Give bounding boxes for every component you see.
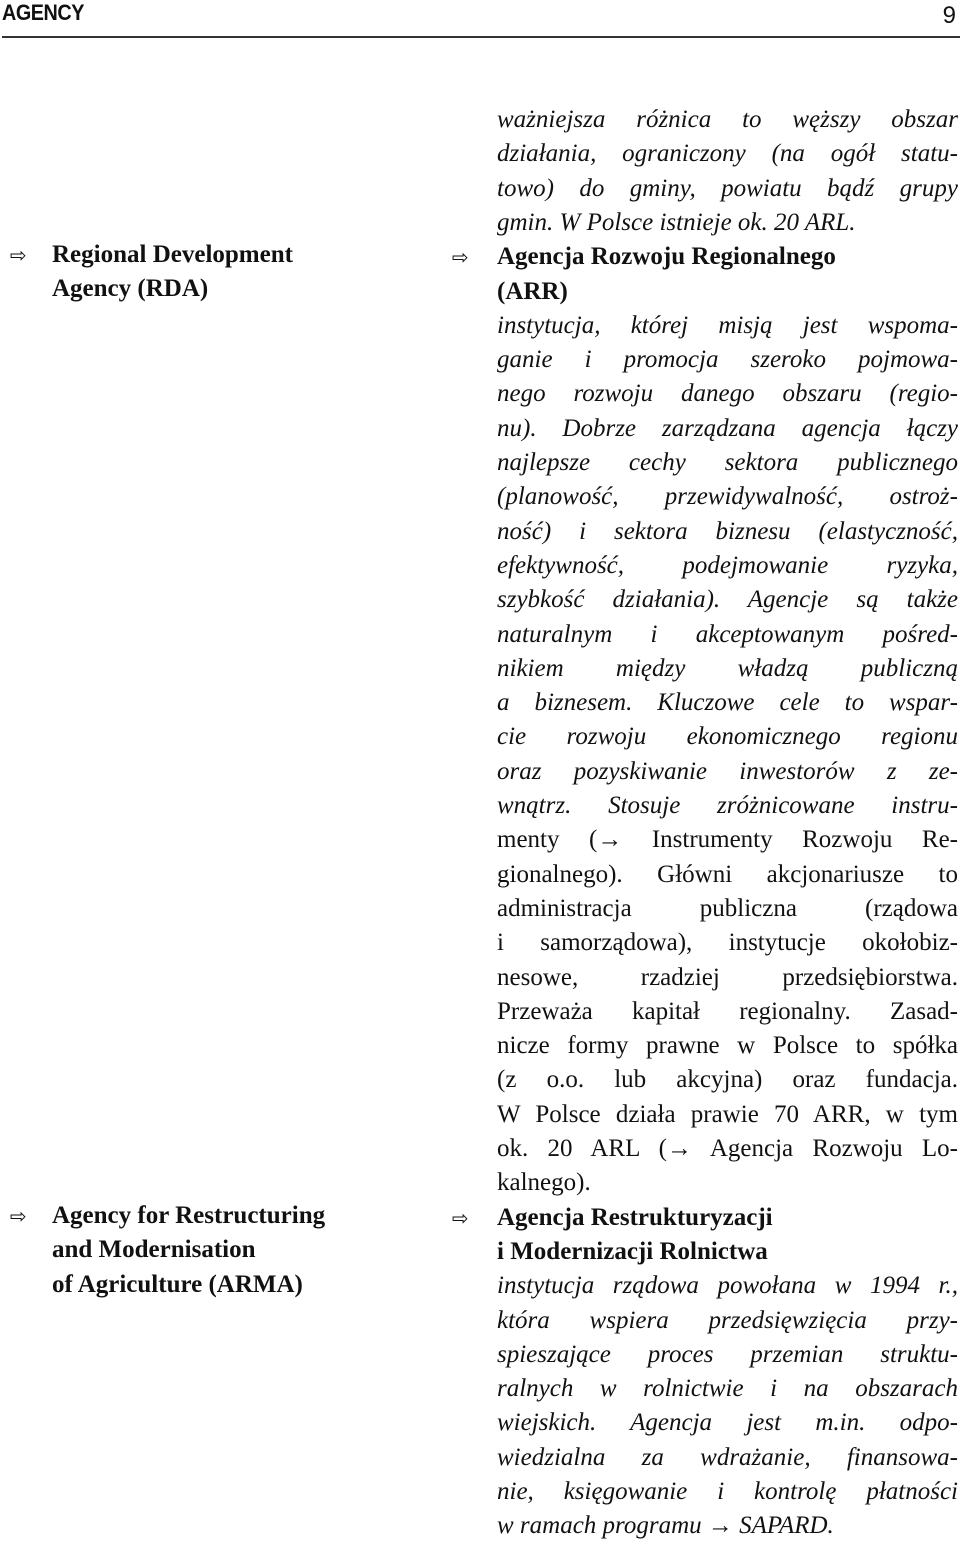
definition-line: i samorządowa), instytucje okołobiz- — [497, 929, 958, 957]
definition-line: która wspiera przedsięwzięcia przy- — [497, 1306, 958, 1334]
definition-line: ganie i promocja szeroko pojmowa- — [497, 346, 958, 374]
entry-heading-line: i Modernizacji Rolnictwa — [497, 1237, 768, 1265]
definition-line: najlepsze cechy sektora publicznego — [497, 449, 958, 476]
definition-line: w ramach programu → SAPARD. — [497, 1512, 834, 1540]
definition-line: szybkość działania). Agencje są także — [497, 586, 958, 614]
definition-line: instytucja, której misją jest wspoma- — [497, 311, 958, 339]
definition-line: menty (→ Instrumenty Rozwoju Re- — [497, 826, 958, 854]
definition-line: nu). Dobrze zarządzana agencja łączy — [497, 414, 958, 442]
definition-line: Przeważa kapitał regionalny. Zasad- — [497, 997, 958, 1025]
definition-line: instytucja rządowa powołana w 1994 r., — [497, 1272, 958, 1300]
definition-line: ralnych w rolnictwie i na obszarach — [497, 1375, 958, 1403]
definition-line: (planowość, przewidywalność, ostroż- — [497, 483, 958, 511]
definition-line: efektywność, podejmowanie ryzyka, — [497, 551, 958, 579]
open-right-arrow-icon: ⇨ — [452, 1205, 469, 1230]
term-line: Regional Development — [52, 241, 293, 268]
definition-line: nego rozwoju danego obszaru (regio- — [497, 380, 958, 408]
definition-line: działania, ograniczony (na ogół statu- — [497, 140, 958, 168]
definition-line: cie rozwoju ekonomicznego regionu — [497, 723, 958, 751]
definition-line: oraz pozyskiwanie inwestorów z ze- — [497, 757, 958, 785]
term-line: and Modernisation — [52, 1236, 256, 1264]
definition-line: spieszające proces przemian struktu- — [497, 1340, 958, 1368]
definition-line: kalnego). — [497, 1169, 591, 1197]
definition-line: nicze formy prawne w Polsce to spółka — [497, 1032, 958, 1060]
definition-line: wiedzialna za wdrażanie, finansowa- — [497, 1443, 958, 1471]
term-arma — [52, 1199, 325, 1302]
entry-heading-line: Agencja Restrukturyzacji — [497, 1203, 773, 1231]
definition-line: wiejskich. Agencja jest m.in. odpo- — [497, 1409, 958, 1437]
definition-line: ok. 20 ARL (→ Agencja Rozwoju Lo- — [497, 1135, 958, 1162]
entry-heading-line: Agencja Rozwoju Regionalnego — [497, 243, 836, 271]
definition-line: nie, księgowanie i kontrolę płatności — [497, 1478, 958, 1505]
header-rule — [2, 36, 960, 38]
term-line: of Agriculture (ARMA) — [52, 1270, 303, 1298]
definition-line: gionalnego). Główni akcjonariusze to — [497, 860, 958, 888]
definition-line: ność) i sektora biznesu (elastyczność, — [497, 517, 958, 545]
term-line: Agency (RDA) — [52, 275, 209, 303]
definition-line: administracja publiczna (rządowa — [497, 894, 958, 922]
definition-line: wnątrz. Stosuje zróżnicowane instru- — [497, 792, 958, 819]
definition-line: a biznesem. Kluczowe cele to wspar- — [497, 689, 958, 717]
definition-line: nikiem między władzą publiczną — [497, 654, 958, 682]
definition-line: W Polsce działa prawie 70 ARR, w tym — [497, 1100, 958, 1128]
definition-line: nesowe, rzadziej przedsiębiorstwa. — [497, 963, 958, 991]
open-right-arrow-icon: ⇨ — [10, 1204, 27, 1228]
page-number: 9 — [942, 2, 956, 29]
term-line: Agency for Restructuring — [52, 1202, 326, 1229]
definition-line: towo) do gminy, powiatu bądź grupy — [497, 174, 958, 202]
definition-line: naturalnym i akceptowanym pośred- — [497, 620, 958, 648]
definition-line: (z o.o. lub akcyjna) oraz fundacja. — [497, 1066, 958, 1094]
open-right-arrow-icon: ⇨ — [10, 243, 27, 267]
definition-line: ważniejsza różnica to węższy obszar — [497, 106, 958, 133]
term-rda — [52, 238, 293, 307]
definition-line: gmin. W Polsce istnieje ok. 20 ARL. — [497, 208, 856, 236]
header-title: AGENCY — [2, 0, 85, 25]
open-right-arrow-icon: ⇨ — [452, 245, 469, 270]
entry-heading-line: (ARR) — [497, 277, 568, 305]
